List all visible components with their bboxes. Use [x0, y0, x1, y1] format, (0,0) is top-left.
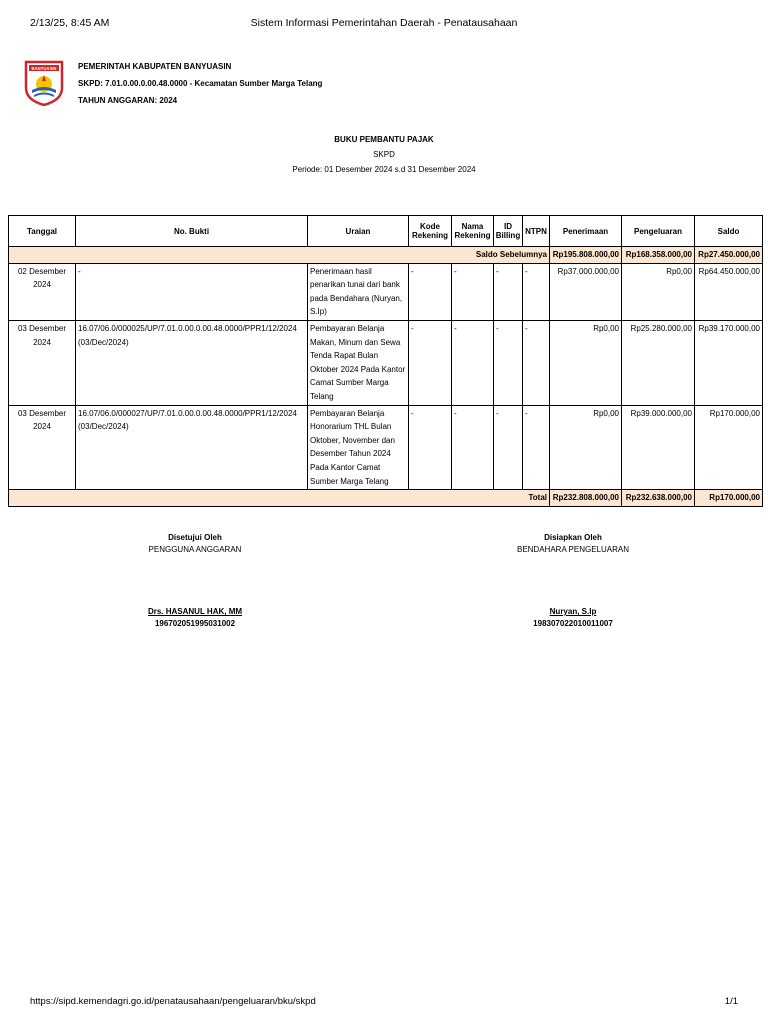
- table-row: [9, 263, 763, 320]
- org-header: [24, 58, 524, 108]
- cell-uraian: Pembayaran Belanja Makan, Minum dan Sewa Tenda Rapat Bulan Oktober 2024 Pada Kantor Camat Sumber Marga Telang: [308, 320, 409, 405]
- org-tahun-anggaran: TAHUN ANGGARAN: 2024: [78, 96, 178, 105]
- signature-left: [75, 532, 315, 630]
- signature-right-role: BENDAHARA PENGELUARAN: [516, 545, 630, 554]
- header-nama-rekening: Nama Rekening: [452, 216, 494, 247]
- signature-left-nip: 196702051995031002: [154, 619, 236, 628]
- cell-tanggal: 03 Desember 2024: [9, 405, 76, 490]
- cell-pengeluaran: Rp25.280.000,00: [622, 320, 695, 405]
- signature-right-nip: 198307022010011007: [533, 619, 613, 628]
- signature-right-heading: Disiapkan Oleh: [544, 533, 602, 542]
- header-no-bukti: No. Bukti: [76, 216, 308, 247]
- cell-tanggal: 02 Desember 2024: [9, 263, 76, 320]
- print-page-number: 1/1: [724, 996, 738, 1007]
- table-row: [9, 320, 763, 405]
- header-uraian: Uraian: [308, 216, 409, 247]
- cell-kode-rekening: -: [409, 405, 452, 490]
- total-pengeluaran: Rp232.638.000,00: [622, 490, 695, 507]
- print-header: [0, 15, 768, 31]
- signature-left-heading: Disetujui Oleh: [168, 533, 222, 542]
- cell-uraian: Pembayaran Belanja Honorarium THL Bulan Oktober, November dan Desember Tahun 2024 Pada Kantor Camat Sumber Marga Telang: [308, 405, 409, 490]
- saldo-sebelumnya-saldo: Rp27.450.000,00: [695, 247, 763, 264]
- saldo-sebelumnya-row: [9, 247, 763, 264]
- cell-nama-rekening: -: [452, 263, 494, 320]
- total-row: [9, 490, 763, 507]
- cell-penerimaan: Rp0,00: [550, 320, 622, 405]
- document-heading: [0, 132, 768, 177]
- print-datetime: 2/13/25, 8:45 AM: [30, 17, 110, 29]
- cell-no-bukti: 16.07/06.0/000027/UP/7.01.0.00.0.00.48.0000/PPR1/12/2024 (03/Dec/2024): [76, 405, 308, 490]
- table-row: [9, 405, 763, 490]
- header-pengeluaran: Pengeluaran: [622, 216, 695, 247]
- document-title: BUKU PEMBANTU PAJAK: [334, 135, 434, 144]
- total-saldo: Rp170.000,00: [695, 490, 763, 507]
- cell-id-billing: -: [494, 405, 523, 490]
- cell-nama-rekening: -: [452, 320, 494, 405]
- svg-text:BANYUASIN: BANYUASIN: [31, 66, 57, 71]
- print-footer: [0, 994, 768, 1010]
- cell-saldo: Rp39.170.000,00: [695, 320, 763, 405]
- print-page-title: Sistem Informasi Pemerintahan Daerah - Penatausahaan: [250, 17, 518, 29]
- cell-no-bukti: 16.07/06.0/000025/UP/7.01.0.00.0.00.48.0000/PPR1/12/2024 (03/Dec/2024): [76, 320, 308, 405]
- cell-saldo: Rp170.000,00: [695, 405, 763, 490]
- org-name: PEMERINTAH KABUPATEN BANYUASIN: [78, 62, 232, 71]
- cell-ntpn: -: [523, 320, 550, 405]
- total-penerimaan: Rp232.808.000,00: [550, 490, 622, 507]
- cell-pengeluaran: Rp39.000.000,00: [622, 405, 695, 490]
- header-ntpn: NTPN: [523, 216, 550, 247]
- header-kode-rekening: Kode Rekening: [409, 216, 452, 247]
- cell-saldo: Rp64.450.000,00: [695, 263, 763, 320]
- cell-no-bukti: -: [76, 263, 308, 320]
- signature-left-name: Drs. HASANUL HAK, MM: [147, 607, 243, 616]
- document-periode: Periode: 01 Desember 2024 s.d 31 Desember 2024: [292, 165, 476, 174]
- cell-uraian: Penerimaan hasil penarikan tunai dari bank pada Bendahara (Nuryan, S.Ip): [308, 263, 409, 320]
- signature-left-role: PENGGUNA ANGGARAN: [148, 545, 242, 554]
- org-skpd: SKPD: 7.01.0.00.0.00.48.0000 - Kecamatan Sumber Marga Telang: [78, 79, 323, 88]
- cell-tanggal: 03 Desember 2024: [9, 320, 76, 405]
- cell-penerimaan: Rp37.000.000,00: [550, 263, 622, 320]
- print-url: https://sipd.kemendagri.go.id/penatausahaan/pengeluaran/bku/skpd: [30, 996, 316, 1007]
- cell-id-billing: -: [494, 263, 523, 320]
- bku-table: [8, 215, 763, 507]
- cell-ntpn: -: [523, 405, 550, 490]
- header-id-billing: ID Billing: [494, 216, 523, 247]
- saldo-sebelumnya-pengeluaran: Rp168.358.000,00: [622, 247, 695, 264]
- total-label: Total: [9, 490, 550, 507]
- cell-ntpn: -: [523, 263, 550, 320]
- signature-right-name: Nuryan, S.Ip: [549, 607, 597, 616]
- header-tanggal: Tanggal: [9, 216, 76, 247]
- cell-kode-rekening: -: [409, 263, 452, 320]
- cell-id-billing: -: [494, 320, 523, 405]
- cell-pengeluaran: Rp0,00: [622, 263, 695, 320]
- saldo-sebelumnya-penerimaan: Rp195.808.000,00: [550, 247, 622, 264]
- cell-nama-rekening: -: [452, 405, 494, 490]
- table-header-row: [9, 216, 763, 247]
- cell-kode-rekening: -: [409, 320, 452, 405]
- document-subtitle: SKPD: [373, 150, 395, 159]
- cell-penerimaan: Rp0,00: [550, 405, 622, 490]
- saldo-sebelumnya-label: Saldo Sebelumnya: [9, 247, 550, 264]
- header-penerimaan: Penerimaan: [550, 216, 622, 247]
- banyuasin-logo: [24, 60, 64, 106]
- signature-right: [453, 532, 693, 630]
- header-saldo: Saldo: [695, 216, 763, 247]
